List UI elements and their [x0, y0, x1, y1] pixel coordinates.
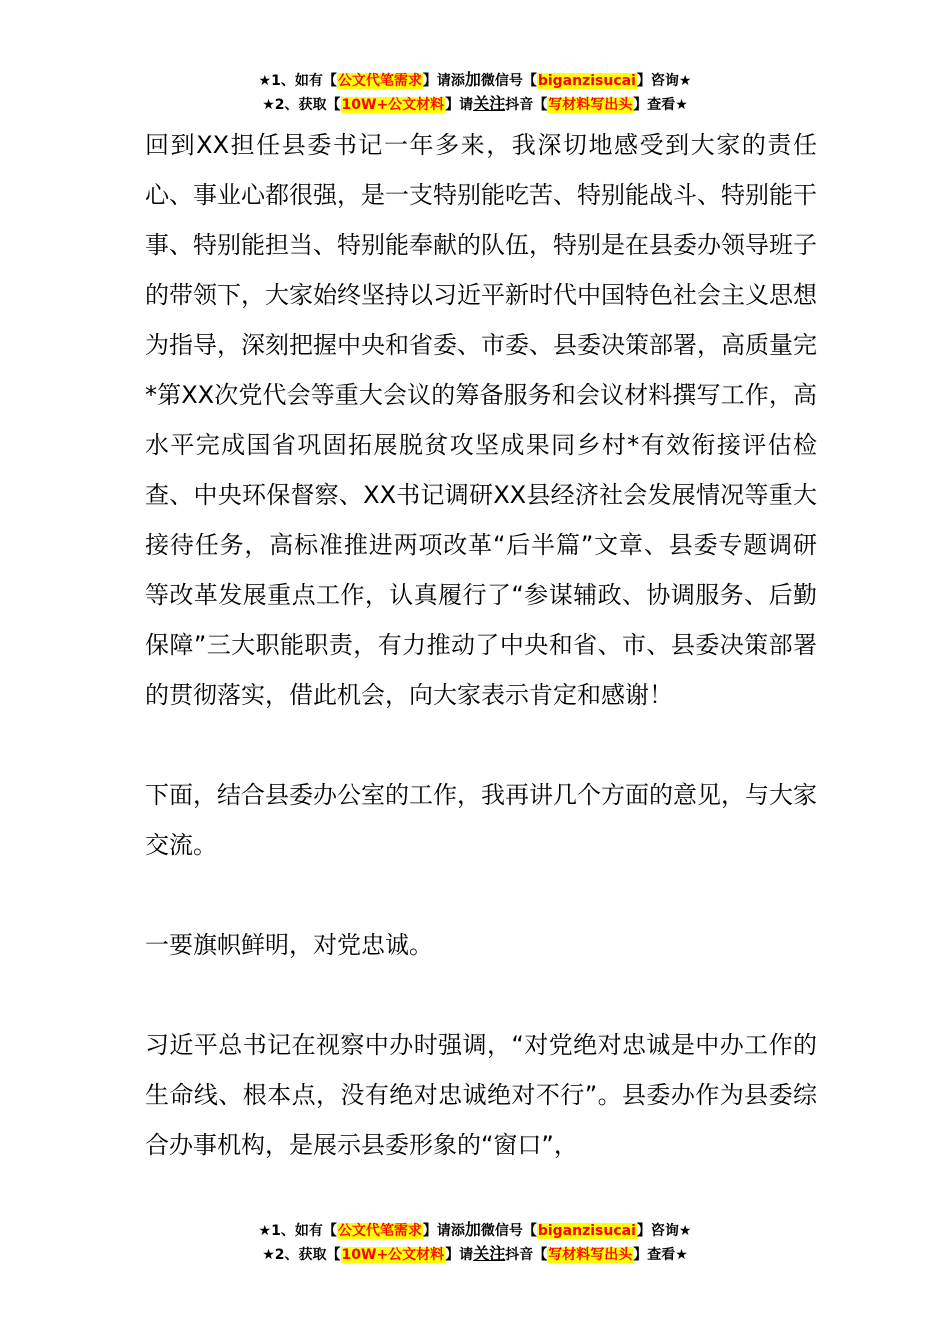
- promo-emphasis: 加: [464, 70, 481, 89]
- promo-text: 微信号【: [480, 1223, 537, 1239]
- body-paragraph-3-heading: 一要旗帜鲜明，对党忠诚。: [145, 931, 433, 959]
- footer-promo-banner: [0, 1218, 950, 1266]
- header-promo-banner: [0, 68, 950, 116]
- promo-highlight-wechat-id: biganzisucai: [537, 1223, 636, 1239]
- promo-text: 】请添: [422, 73, 465, 89]
- promo-highlight-materials: 10W+公文材料: [341, 97, 445, 113]
- promo-highlight-douyin: 写材料写出头: [548, 97, 633, 113]
- promo-highlight-service: 公文代笔需求: [337, 1223, 422, 1239]
- promo-prefix: ★1、如有【: [258, 1223, 337, 1239]
- promo-text: 微信号【: [480, 73, 537, 89]
- promo-emphasis: 加: [464, 1220, 481, 1239]
- promo-prefix: ★2、获取【: [262, 1247, 341, 1263]
- promo-text: 】请: [445, 97, 474, 113]
- promo-suffix: 】查看★: [633, 97, 688, 113]
- promo-suffix: 】查看★: [633, 1247, 688, 1263]
- promo-prefix: ★2、获取【: [262, 97, 341, 113]
- document-body: [145, 120, 817, 1170]
- promo-text: 】请: [445, 1247, 474, 1263]
- promo-emphasis: 关注: [473, 1244, 506, 1263]
- body-paragraph-1: 回到XX担任县委书记一年多来，我深切地感受到大家的责任心、事业心都很强，是一支特别能吃苦、特别能战斗、特别能干事、特别能担当、特别能奉献的队伍，特别是在县委办领导班子的带领下，大家始终坚持以习近平新时代中国特色社会主义思想为指导，深刻把握中央和省委、市委、县委决策部署，高质量完*第XX次党代会等重大会议的筹备服务和会议材料撰写工作，高水平完成国省巩固拓展脱贫攻坚成果同乡村*有效衔接评估检查、中央环保督察、XX书记调研XX县经济社会发展情况等重大接待任务，高标准推进两项改革“后半篇”文章、县委专题调研等改革发展重点工作，认真履行了“参谋辅政、协调服务、后勤保障”三大职能职责，有力推动了中央和省、市、县委决策部署的贯彻落实，借此机会，向大家表示肯定和感谢！: [145, 131, 817, 709]
- promo-text: 抖音【: [505, 97, 548, 113]
- promo-suffix: 】咨询★: [636, 1223, 692, 1239]
- promo-highlight-service: 公文代笔需求: [337, 73, 422, 89]
- promo-prefix: ★1、如有【: [258, 73, 337, 89]
- promo-highlight-douyin: 写材料写出头: [548, 1247, 633, 1263]
- promo-suffix: 】咨询★: [636, 73, 692, 89]
- promo-text: 】请添: [422, 1223, 465, 1239]
- body-paragraph-2: 下面，结合县委办公室的工作，我再讲几个方面的意见，与大家交流。: [145, 781, 817, 859]
- header-promo-line-1: [0, 68, 950, 92]
- footer-promo-line-1: [0, 1218, 950, 1242]
- promo-highlight-wechat-id: biganzisucai: [537, 73, 636, 89]
- promo-text: 抖音【: [505, 1247, 548, 1263]
- promo-emphasis: 关注: [473, 94, 506, 113]
- header-promo-line-2: [0, 92, 950, 116]
- footer-promo-line-2: [0, 1242, 950, 1266]
- promo-highlight-materials: 10W+公文材料: [341, 1247, 445, 1263]
- body-paragraph-4: 习近平总书记在视察中办时强调，“对党绝对忠诚是中办工作的生命线、根本点，没有绝对忠诚绝对不行”。县委办作为县委综合办事机构，是展示县委形象的“窗口”，: [145, 1031, 817, 1159]
